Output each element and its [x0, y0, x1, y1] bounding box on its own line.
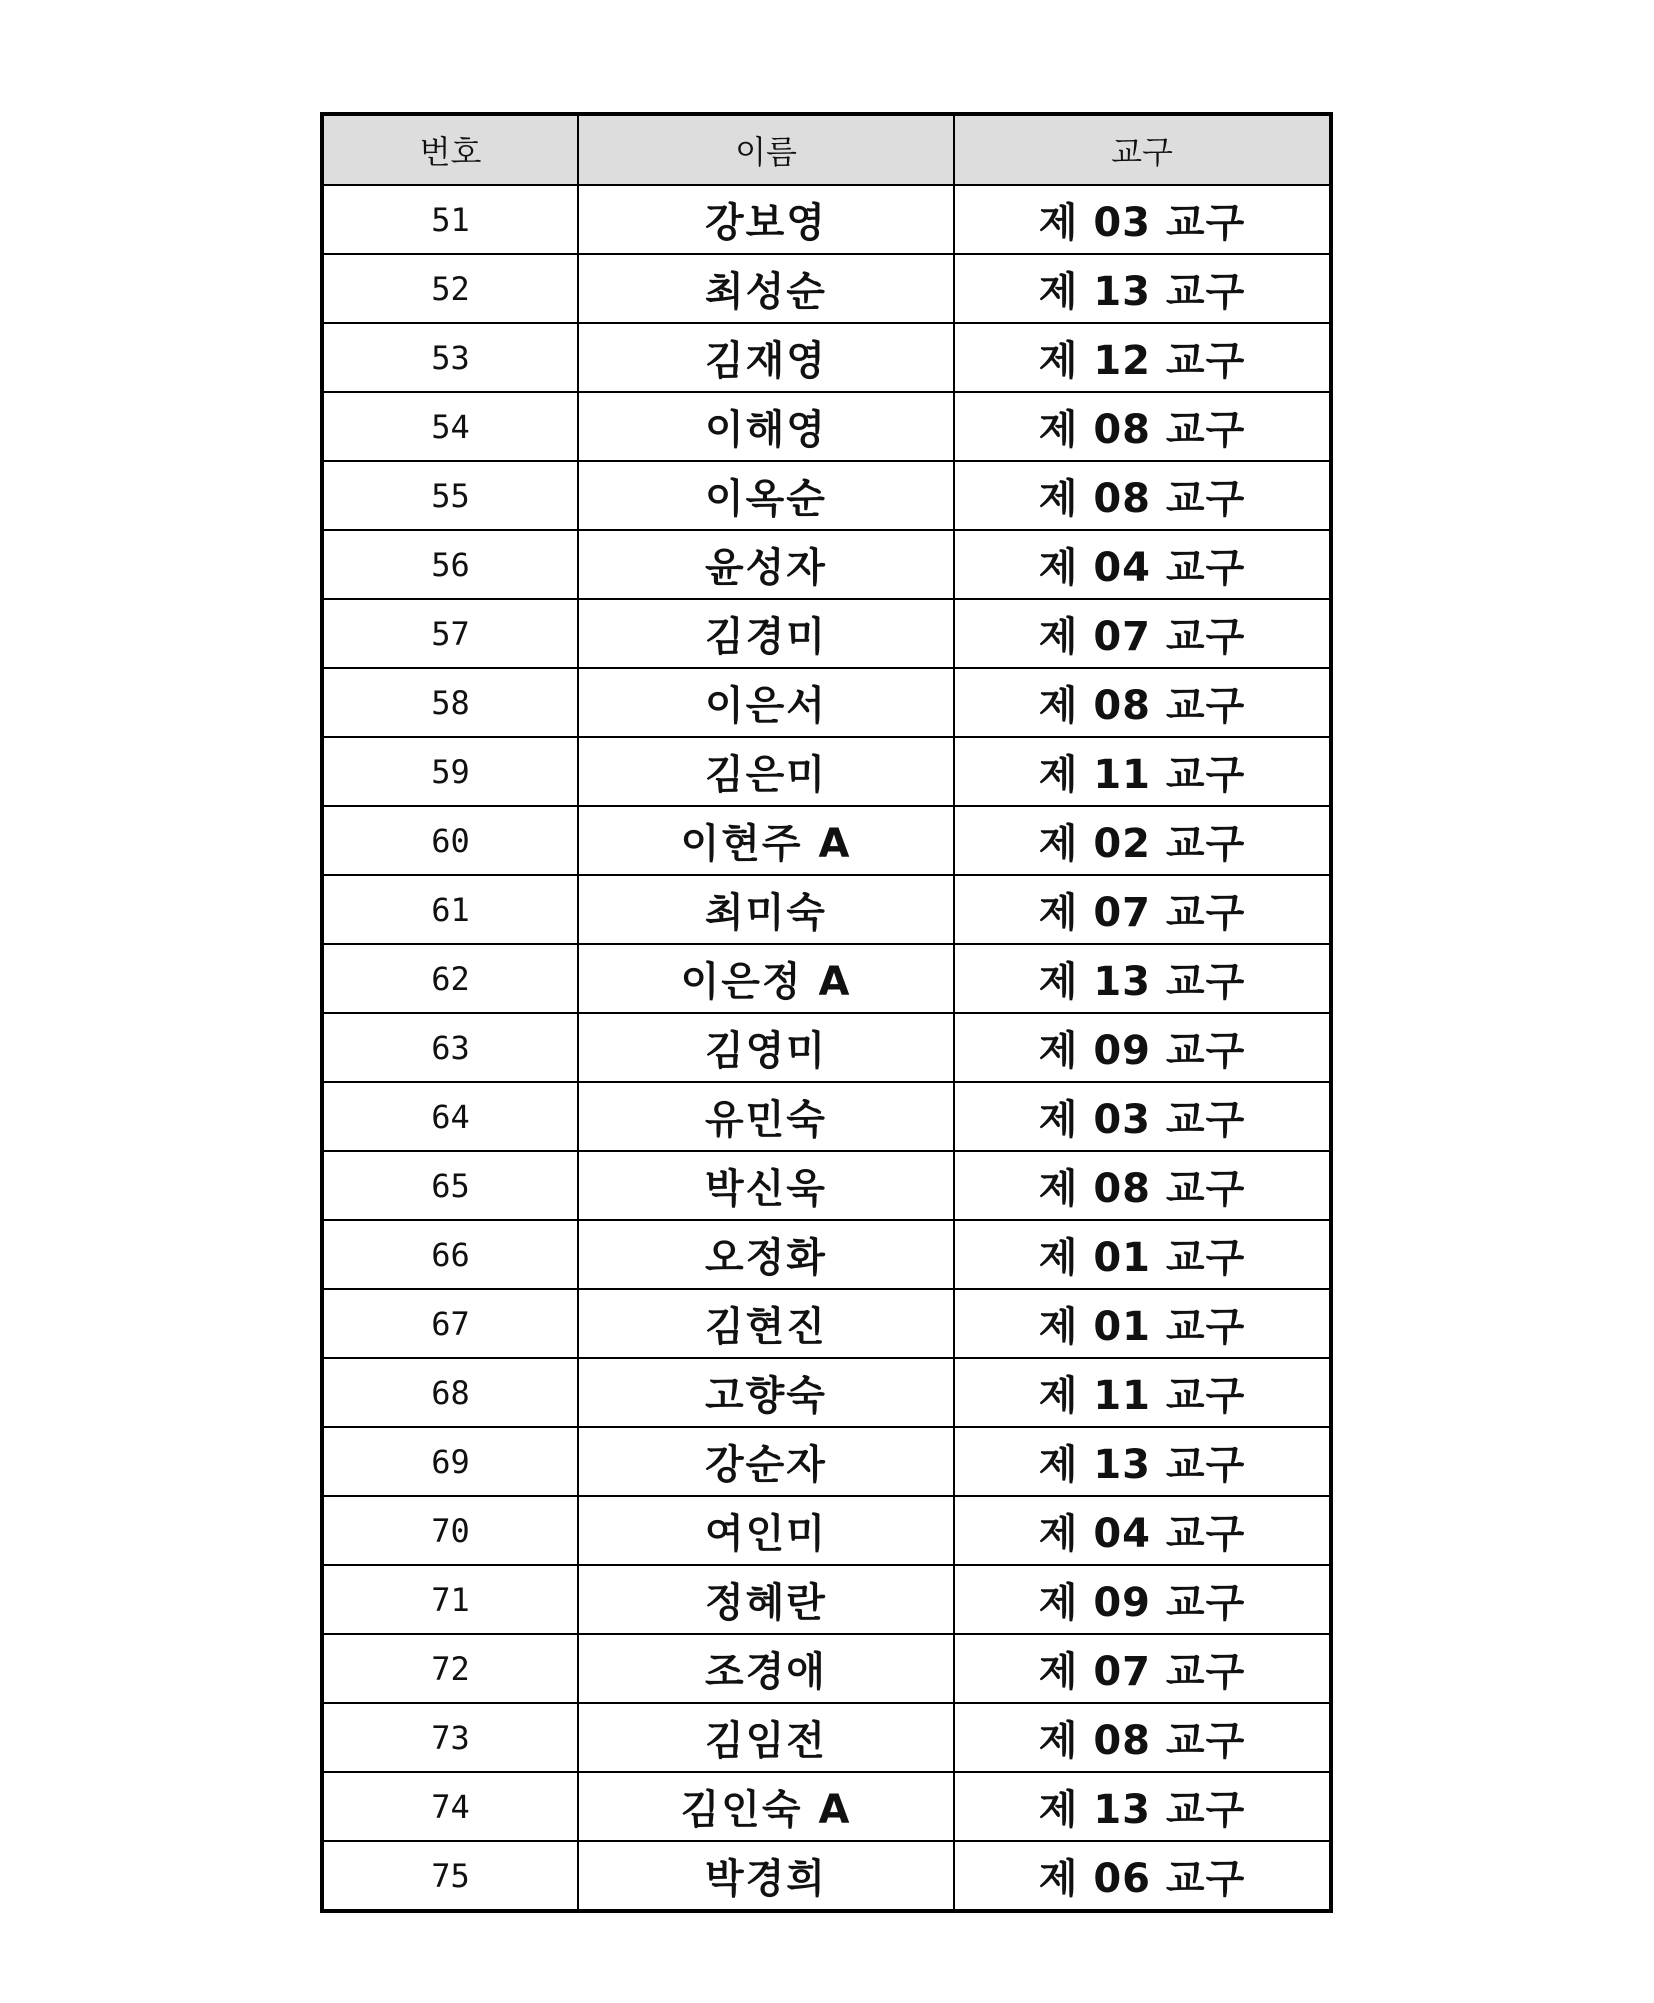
- table-row: [322, 668, 1331, 737]
- table-row: [322, 1772, 1331, 1841]
- row-district: 제 13 교구: [954, 1427, 1331, 1496]
- row-number: 71: [322, 1565, 578, 1634]
- row-number: 56: [322, 530, 578, 599]
- row-number: 51: [322, 185, 578, 254]
- row-number: 64: [322, 1082, 578, 1151]
- row-district: 제 03 교구: [954, 185, 1331, 254]
- row-district: 제 13 교구: [954, 1772, 1331, 1841]
- row-number: 70: [322, 1496, 578, 1565]
- row-number: 69: [322, 1427, 578, 1496]
- table-row: [322, 1841, 1331, 1911]
- table-body: [322, 185, 1331, 1911]
- row-district: 제 01 교구: [954, 1220, 1331, 1289]
- table-row: [322, 1289, 1331, 1358]
- row-number: 61: [322, 875, 578, 944]
- header-district: 교구: [954, 114, 1331, 185]
- table-row: [322, 1634, 1331, 1703]
- row-number: 67: [322, 1289, 578, 1358]
- row-name: 김현진: [578, 1289, 954, 1358]
- row-district: 제 03 교구: [954, 1082, 1331, 1151]
- row-district: 제 02 교구: [954, 806, 1331, 875]
- table-row: [322, 254, 1331, 323]
- header-row: [322, 114, 1331, 185]
- table-row: [322, 1358, 1331, 1427]
- row-name: 조경애: [578, 1634, 954, 1703]
- table-row: [322, 1220, 1331, 1289]
- row-number: 65: [322, 1151, 578, 1220]
- table-row: [322, 1565, 1331, 1634]
- row-district: 제 09 교구: [954, 1565, 1331, 1634]
- row-number: 58: [322, 668, 578, 737]
- row-name: 여인미: [578, 1496, 954, 1565]
- table-row: [322, 1013, 1331, 1082]
- row-name: 이은서: [578, 668, 954, 737]
- row-number: 55: [322, 461, 578, 530]
- roster-sheet: [320, 112, 1329, 1913]
- row-name: 김영미: [578, 1013, 954, 1082]
- row-district: 제 11 교구: [954, 737, 1331, 806]
- row-name: 최성순: [578, 254, 954, 323]
- table-row: [322, 944, 1331, 1013]
- row-number: 52: [322, 254, 578, 323]
- row-district: 제 06 교구: [954, 1841, 1331, 1911]
- row-name: 윤성자: [578, 530, 954, 599]
- row-name: 이은정 A: [578, 944, 954, 1013]
- table-row: [322, 530, 1331, 599]
- row-name: 정혜란: [578, 1565, 954, 1634]
- row-number: 54: [322, 392, 578, 461]
- row-district: 제 07 교구: [954, 1634, 1331, 1703]
- row-name: 최미숙: [578, 875, 954, 944]
- row-district: 제 08 교구: [954, 1151, 1331, 1220]
- table-row: [322, 461, 1331, 530]
- row-number: 53: [322, 323, 578, 392]
- table-row: [322, 1496, 1331, 1565]
- table-row: [322, 392, 1331, 461]
- row-district: 제 09 교구: [954, 1013, 1331, 1082]
- table-row: [322, 1703, 1331, 1772]
- row-number: 72: [322, 1634, 578, 1703]
- row-district: 제 07 교구: [954, 875, 1331, 944]
- row-district: 제 12 교구: [954, 323, 1331, 392]
- row-name: 이현주 A: [578, 806, 954, 875]
- row-name: 김임전: [578, 1703, 954, 1772]
- row-name: 강순자: [578, 1427, 954, 1496]
- row-name: 김재영: [578, 323, 954, 392]
- row-number: 63: [322, 1013, 578, 1082]
- row-district: 제 04 교구: [954, 530, 1331, 599]
- row-number: 68: [322, 1358, 578, 1427]
- row-name: 김은미: [578, 737, 954, 806]
- table-row: [322, 737, 1331, 806]
- row-district: 제 07 교구: [954, 599, 1331, 668]
- row-number: 73: [322, 1703, 578, 1772]
- row-name: 박경희: [578, 1841, 954, 1911]
- row-district: 제 13 교구: [954, 254, 1331, 323]
- row-number: 59: [322, 737, 578, 806]
- header-name: 이름: [578, 114, 954, 185]
- row-district: 제 04 교구: [954, 1496, 1331, 1565]
- row-number: 57: [322, 599, 578, 668]
- row-name: 김경미: [578, 599, 954, 668]
- table-header: [322, 114, 1331, 185]
- table-row: [322, 323, 1331, 392]
- row-number: 60: [322, 806, 578, 875]
- row-number: 74: [322, 1772, 578, 1841]
- row-name: 김인숙 A: [578, 1772, 954, 1841]
- row-name: 유민숙: [578, 1082, 954, 1151]
- row-name: 고향숙: [578, 1358, 954, 1427]
- header-number: 번호: [322, 114, 578, 185]
- row-name: 강보영: [578, 185, 954, 254]
- table-row: [322, 185, 1331, 254]
- row-district: 제 08 교구: [954, 392, 1331, 461]
- row-number: 66: [322, 1220, 578, 1289]
- row-district: 제 01 교구: [954, 1289, 1331, 1358]
- row-district: 제 08 교구: [954, 461, 1331, 530]
- row-district: 제 11 교구: [954, 1358, 1331, 1427]
- row-district: 제 08 교구: [954, 668, 1331, 737]
- table-row: [322, 1427, 1331, 1496]
- row-name: 오정화: [578, 1220, 954, 1289]
- row-number: 62: [322, 944, 578, 1013]
- table-row: [322, 875, 1331, 944]
- table-row: [322, 599, 1331, 668]
- table-row: [322, 806, 1331, 875]
- table-row: [322, 1082, 1331, 1151]
- row-name: 이옥순: [578, 461, 954, 530]
- table-row: [322, 1151, 1331, 1220]
- roster-table: [320, 112, 1333, 1913]
- row-name: 박신욱: [578, 1151, 954, 1220]
- row-number: 75: [322, 1841, 578, 1911]
- row-district: 제 13 교구: [954, 944, 1331, 1013]
- row-name: 이해영: [578, 392, 954, 461]
- row-district: 제 08 교구: [954, 1703, 1331, 1772]
